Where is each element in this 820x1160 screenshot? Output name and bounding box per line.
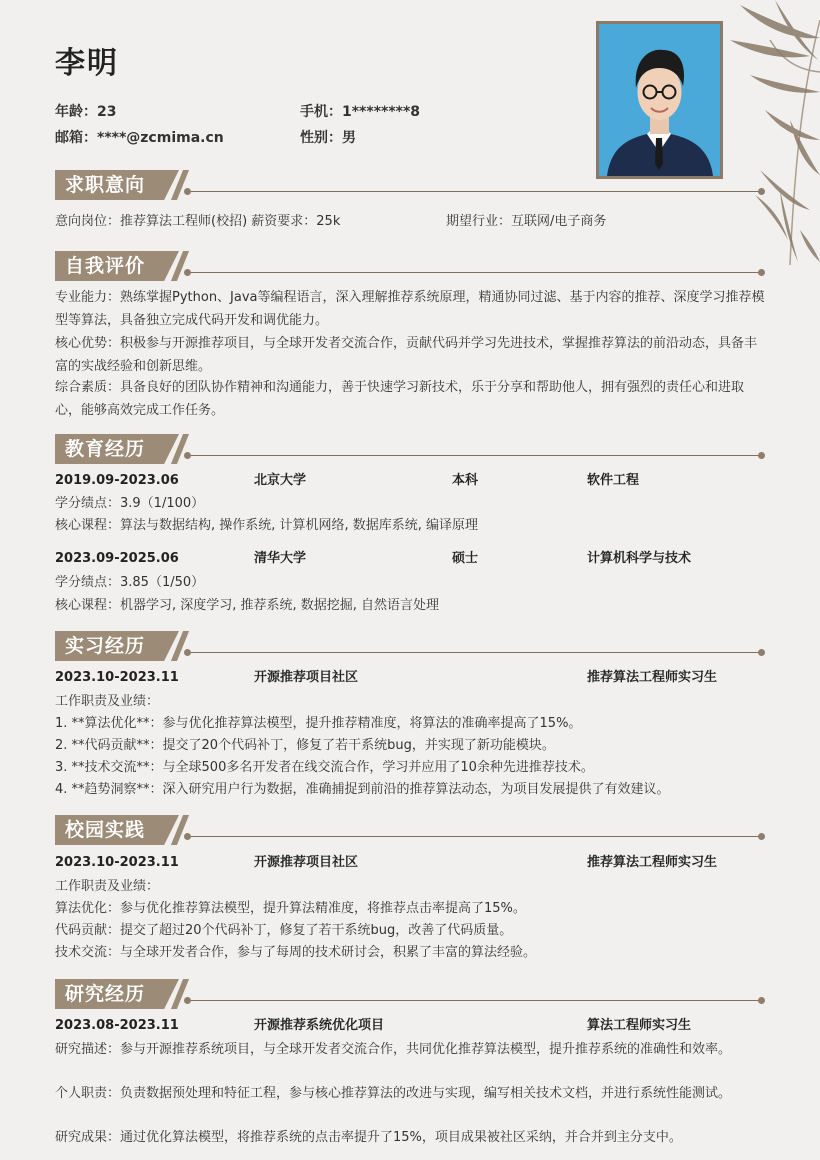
self-skills: 专业能力：熟练掌握Python、Java等编程语言，深入理解推荐系统原理，精通协同过滤、基于内容的推荐、深度学习推荐模型等算法，具备独立完成代码开发和调优能力。	[55, 290, 765, 328]
divider-dot	[184, 188, 191, 195]
email-field: 邮箱：****@zcmima.cn	[55, 130, 224, 146]
section-header-intern	[55, 631, 765, 661]
section-title: 教育经历	[65, 438, 146, 460]
divider-dot	[184, 269, 191, 276]
edu-date: 2019.09-2023.06	[55, 473, 179, 488]
campus-date: 2023.10-2023.11	[55, 855, 179, 870]
intent-industry: 期望行业：互联网/电子商务	[446, 214, 607, 229]
intern-line: 2. **代码贡献**：提交了20个代码补丁，修复了若干系统bug，并实现了新功能模块。	[55, 738, 555, 753]
research-duties: 个人职责：负责数据预处理和特征工程，参与核心推荐算法的改进与实现，编写相关技术文档，并进行系统性能测试。	[55, 1086, 732, 1101]
intern-line: 1. **算法优化**：参与优化推荐算法模型，提升推荐精准度，将算法的准确率提高了15%。	[55, 716, 582, 731]
divider-dot	[758, 452, 765, 459]
section-header-intent	[55, 170, 765, 200]
section-title: 求职意向	[65, 174, 146, 196]
section-divider	[186, 836, 760, 837]
research-description: 研究描述：参与开源推荐系统项目，与全球开发者交流合作，共同优化推荐算法模型，提升推荐系统的准确性和效率。	[55, 1042, 732, 1057]
edu-major: 计算机科学与技术	[587, 551, 692, 566]
section-title: 校园实践	[65, 819, 146, 841]
section-divider	[186, 652, 760, 653]
research-date: 2023.08-2023.11	[55, 1018, 179, 1033]
section-header-self	[55, 251, 765, 281]
edu-courses: 核心课程：算法与数据结构, 操作系统, 计算机网络, 数据库系统, 编译原理	[55, 518, 479, 533]
intern-role: 推荐算法工程师实习生	[587, 670, 718, 685]
edu-school: 清华大学	[254, 551, 307, 566]
edu-gpa: 学分绩点：3.9（1/100）	[55, 496, 205, 511]
campus-line: 技术交流：与全球开发者合作，参与了每周的技术研讨会，积累了丰富的算法经验。	[55, 945, 537, 960]
research-results: 研究成果：通过优化算法模型，将推荐系统的点击率提升了15%，项目成果被社区采纳，并合并到主分支中。	[55, 1130, 682, 1145]
edu-degree: 本科	[452, 473, 479, 488]
section-title: 研究经历	[65, 983, 146, 1005]
self-qualities: 综合素质：具备良好的团队协作精神和沟通能力，善于快速学习新技术，乐于分享和帮助他人，拥有强烈的责任心和进取心，能够高效完成工作任务。	[55, 380, 745, 418]
gender-field: 性别：男	[300, 130, 356, 146]
profile-photo-frame	[596, 21, 723, 179]
divider-dot	[758, 188, 765, 195]
campus-role: 推荐算法工程师实习生	[587, 855, 718, 870]
section-header-edu	[55, 434, 765, 464]
edu-degree: 硕士	[452, 551, 479, 566]
edu-school: 北京大学	[254, 473, 307, 488]
section-title: 实习经历	[65, 635, 146, 657]
divider-dot	[184, 997, 191, 1004]
intent-position: 意向岗位：推荐算法工程师(校招) 薪资要求：25k	[55, 214, 341, 229]
avatar	[599, 24, 720, 176]
edu-courses: 核心课程：机器学习, 深度学习, 推荐系统, 数据挖掘, 自然语言处理	[55, 598, 440, 613]
phone-field: 手机：1********8	[300, 104, 421, 120]
divider-dot	[184, 833, 191, 840]
divider-dot	[184, 649, 191, 656]
campus-line: 工作职责及业绩：	[55, 879, 160, 894]
intern-line: 3. **技术交流**：与全球500多名开发者在线交流合作，学习并应用了10余种先进推荐技术。	[55, 760, 594, 775]
edu-major: 软件工程	[587, 473, 640, 488]
divider-dot	[184, 452, 191, 459]
intern-org: 开源推荐项目社区	[254, 670, 359, 685]
age-field: 年龄：23	[55, 104, 117, 120]
intern-line: 工作职责及业绩：	[55, 694, 160, 709]
intern-line: 4. **趋势洞察**：深入研究用户行为数据，准确捕捉到前沿的推荐算法动态，为项目发展提供了有效建议。	[55, 782, 670, 797]
self-strengths: 核心优势：积极参与开源推荐项目，与全球开发者交流合作，贡献代码并学习先进技术，掌握推荐算法的前沿动态，具备丰富的实战经验和创新思维。	[55, 336, 758, 374]
research-role: 算法工程师实习生	[587, 1018, 692, 1033]
section-divider	[186, 191, 760, 192]
research-project: 开源推荐系统优化项目	[254, 1018, 385, 1033]
candidate-name: 李明	[55, 46, 119, 81]
edu-date: 2023.09-2025.06	[55, 551, 179, 566]
divider-dot	[758, 269, 765, 276]
edu-gpa: 学分绩点：3.85（1/50）	[55, 575, 205, 590]
campus-org: 开源推荐项目社区	[254, 855, 359, 870]
section-title: 自我评价	[65, 255, 146, 277]
section-divider	[186, 1000, 760, 1001]
section-divider	[186, 455, 760, 456]
divider-dot	[758, 833, 765, 840]
section-divider	[186, 272, 760, 273]
intern-date: 2023.10-2023.11	[55, 670, 179, 685]
divider-dot	[758, 649, 765, 656]
section-header-campus	[55, 815, 765, 845]
campus-line: 代码贡献：提交了超过20个代码补丁，修复了若干系统bug，改善了代码质量。	[55, 923, 513, 938]
campus-line: 算法优化：参与优化推荐算法模型，提升算法精准度，将推荐点击率提高了15%。	[55, 901, 526, 916]
divider-dot	[758, 997, 765, 1004]
section-header-research	[55, 979, 765, 1009]
